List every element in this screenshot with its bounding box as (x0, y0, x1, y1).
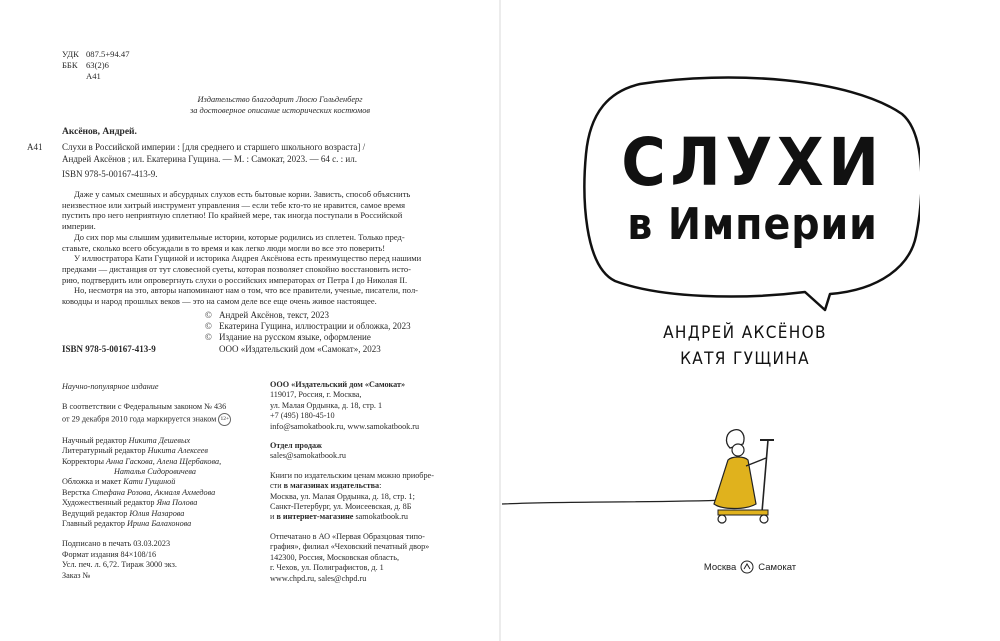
staff-row: Ведущий редактор Юлия Назарова (62, 508, 185, 518)
samokat-logo-icon (740, 560, 754, 574)
copyright-icon: © (205, 321, 212, 332)
authors-block: АНДРЕЙ АКСЁНОВ КАТЯ ГУЩИНА (663, 323, 827, 369)
classification-block: УДК 087.5+94.47 ББК 63(2)6 А41 (62, 49, 130, 81)
acknowledgement: Издательство благодарит Люсю Гольденберг за достоверное описание исторических костюмов (189, 95, 371, 115)
staff-row: Художественный редактор Яна Половa (62, 498, 198, 508)
book-title: СЛУХИ в Империи (621, 124, 884, 250)
scooter-empress-illustration (700, 420, 790, 530)
staff-row: Главный редактор Ирина Балахонова (62, 519, 192, 529)
annotation: Даже у самых смешных и абсурдных слухов есть бытовые корни. Зависть, способ объяснить неизвестное или хитрый инструмент управления — если тебе кто-то не нравится, самое время пустить про него неприятную сплетню! По крайней мере, так иногда поступали в Российской империи. До сих пор мы слышим удивительные истории, которые родились из сплетен. Только пред- ставьте, сколько всего обсуждали в то время и как легко люди могли во все это поверить! У иллюстратора Кати Гущиной и историка Андрея Аксёнова есть преимущество перед нашими предками — дистанция от тут словесной суеты, которая позволяет спокойно восстановить исто- рию, подтвердить или опровергнуть слухи о российских императорах от Петра I до Николая II. Но, несмотря на это, авторы напоминают нам о том, что все правители, ученые, писатели, пол- ководцы и народ прошлых веков — это на самом деле все еще очень живое настоящее. (62, 189, 422, 307)
staff-row: Литературный редактор Никита Алексеев (62, 446, 208, 456)
copyright-icon: © (205, 310, 212, 320)
staff-row: Верстка Стефана Розова, Акмаля Ахмедова (62, 487, 216, 497)
bibliographic-description: Слухи в Российской империи : [для среднего и старшего школьного возраста] / Андрей Аксёнов ; ил. Екатерина Гущина. — М. : Самокат, 2023. — 64 с. : ил. (62, 142, 366, 164)
line-decoration (500, 490, 730, 520)
publisher-name: ООО «Издательский дом «Самокат» (270, 380, 406, 389)
staff-row: Корректоры Анна Гаскова, Алена Щербакова, (62, 456, 222, 466)
index-code: А41 (27, 142, 43, 152)
imprint-column-left: Научно-популярное издание В соответствии с Федеральным законом № 436 от 29 декабря 2010 года маркируется знаком 12+ Научный редактор Никита Дешевых Литературный редактор Никита Алексеев Корректоры Анна Гаскова, Алена Щербакова, Наталья Сидоровичева Обложка и макет Кати Гущиной Верстка Стефана Розова, Акмаля Ахмедова Художественный редактор Яна Половa Ведущий редактор Юлия Назарова Главный редактор Ирина Балахонова Подписано в печать 03.03.2023 Формат издания 84×108/16 Усл. печ. л. 6,72. Тираж 3000 экз. Заказ № (62, 382, 262, 581)
staff-row: Обложка и макет Кати Гущиной (62, 477, 176, 487)
copyright-icon: © (205, 332, 212, 343)
imprint-column-right: ООО «Издательский дом «Самокат» 119017, Россия, г. Москва, ул. Малая Ордынка, д. 18, стр. 1 +7 (495) 180-45-10 info@samokatbook.ru, www.samokatbook.ru Отдел продаж sales@samokatbook.ru Книги по издательским ценам можно приобре- сти в магазинах издательства: Москва, ул. Малая Ордынка, д. 18, стр. 1; Санкт-Петербург, ул. Моисеевская, д. 8Б и в интернет-магазине samokatbook.ru Отпечатано в АО «Первая Образцовая типо- графия», филиал «Чеховский печатный двор» 142300, Россия, Московская область, г. Чехов, ул. Полиграфистов, д. 1 www.chpd.ru, sales@chpd.ru (270, 380, 500, 584)
isbn-line: ISBN 978-5-00167-413-9. (62, 169, 158, 179)
author-heading: Аксёнов, Андрей. (62, 127, 137, 137)
copyright-block: © Андрей Аксёнов, текст, 2023 © Екатерина Гущина, иллюстрации и обложка, 2023 © Издание на русском языке, оформление ООО «Издательский дом «Самокат», 2023 (205, 310, 411, 354)
staff-row: Научный редактор Никита Дешевых (62, 435, 191, 445)
spread-gutter (499, 0, 501, 641)
publisher-logo: Москва Самокат (703, 561, 797, 573)
isbn-bold: ISBN 978-5-00167-413-9 (62, 344, 156, 354)
age-rating-badge: 12+ (218, 413, 231, 426)
staff-row: Наталья Сидоровичева (114, 467, 197, 477)
